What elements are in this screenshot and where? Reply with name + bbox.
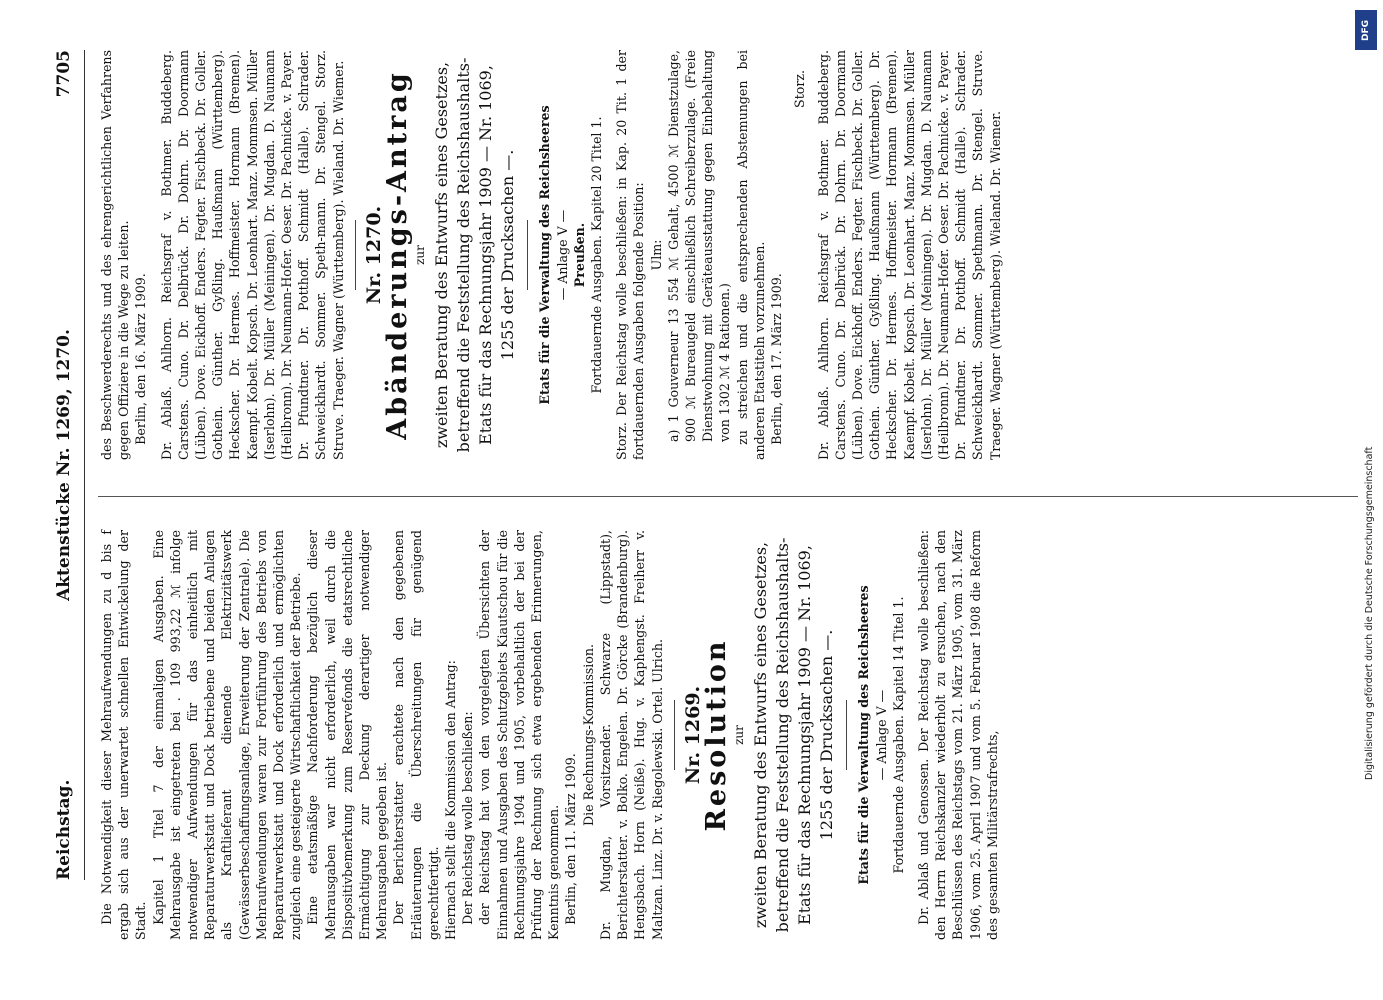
- left-paragraph-5: Hiernach stellt die Kommission den Antrag:: [443, 660, 459, 940]
- left-column: [98, 530, 1001, 940]
- dfg-logo: DFG: [1355, 10, 1377, 50]
- commission-members: Dr. Mugdan, Vorsitzender. Schwarze (Lippstadt), Berichterstatter. v. Bolko. Engelen. Dr. Görcke (Brandenburg). Hengsbach. Horn (Neiße). Hug. v. Kaphengst. Freiherr v. Maltzan. Linz. Dr. v. Riegolewski. Ortel. Ulrich.: [597, 530, 665, 940]
- doc-number-1270: Nr. 1270.: [362, 205, 385, 305]
- amendment-subject: zweiten Beratung des Entwurfs eines Gesetzes, betreffend die Feststellung des Reichshaushalts-Etats für das Rechnungsjahr 1909 — Nr. 1069, 1255 der Drucksachen —.: [432, 57, 518, 453]
- page-number: 7705: [54, 50, 74, 98]
- right-date-2: Berlin, den 17. März 1909.: [769, 273, 785, 445]
- motion-text: Storz. Der Reichstag wolle beschließen: in Kap. 20 Tit. 1 der fortdauernden Ausgaben folgende Position:: [614, 50, 647, 460]
- preussen-label: Preußen.: [571, 222, 587, 288]
- item-a: a) 1 Gouverneur 13 554 ℳ Gehalt, 4500 ℳ Dienstzulage, 900 ℳ Bureaugeld einschließlich Schreiberzulage. (Freie Dienstwohnung mit Geräteausstattung gegen Einbehaltung von 1302 ℳ 4 Rationen.): [665, 50, 733, 442]
- resolution-subject: zweiten Beratung des Entwurfs eines Gesetzes, betreffend die Feststellung des Reichshaushalts-Etats für das Rechnungsjahr 1909 — Nr. 1069, 1255 der Drucksachen —.: [751, 537, 837, 933]
- resolution-title: Resolution: [700, 638, 732, 832]
- left-paragraph-3: Eine etatsmäßige Nachforderung bezüglich dieser Mehrausgaben war nicht erforderlich, weil durch die Dispositivbemerkung zum Reservefonds die etatsrechtliche Ermächtigung zur Deckung derartiger notwendiger Mehrausgaben gegeben ist.: [305, 530, 390, 940]
- separator: [527, 220, 528, 290]
- kapitel-label: Fortdauernde Ausgaben. Kapitel 14 Titel 1.: [890, 596, 906, 874]
- kapitel-label: Fortdauernde Ausgaben. Kapitel 20 Titel 1.: [589, 116, 605, 394]
- ulm-label: Ulm:: [648, 239, 664, 271]
- signers-list-2: Dr. Ablaß. Ahlhorn. Reichsgraf v. Bothmer. Buddeberg. Carstens. Cuno. Dr. Delbrück. Dr. Dohrn. Dr. Doormann (Lüben). Dove. Eickhoff. Enders. Fegter. Fischbeck. Dr. Goller. Gothein. Günther. Gyßling. Haußmann (Württemberg). Dr. Heckscher. Dr. Hermes. Hoffmeister. Hormann (Bremen). Kaempf. Kobelt. Kopsch. Dr. Leonhart. Manz. Mommsen. Müller (Iserlohn). Dr. Müller (Meiningen). Dr. Mugdan. D. Naumann (Heilbronn). Dr. Neumann-Hofer. Oeser. Dr. Pachnicke. v. Payer. Dr. Pfundtner. Dr. Potthoff. Schmidt (Halle). Schrader. Schweickhardt. Sommer. Spethmann. Dr. Stengel. Struve. Traeger. Wagner (Württemberg). Wieland. Dr. Wiemer.: [815, 50, 1003, 460]
- left-date: Berlin, den 11. März 1909.: [563, 753, 579, 925]
- separator: [846, 700, 847, 770]
- left-paragraph-1: Die Notwendigkeit dieser Mehraufwendungen zu d bis f ergab sich aus der unerwartet schnellen Entwickelung der Stadt.: [99, 530, 149, 940]
- header-left: Reichstag.: [54, 779, 74, 880]
- left-paragraph-2: Kapitel 1 Titel 7 der einmaligen Ausgaben. Eine Mehrausgabe ist eingetreten bei . 109 993,22 ℳ infolge notwendiger Aufwendungen für das einheitlich mit Reparaturwerkstatt und Dock betriebene und beiden Anlagen als Kraftlieferant dienende Elektrizitätswerk (Gewässerbeschaffungsanlage, Erweiterung der Zentrale). Die Mehraufwendungen waren zur Fortführung des Betriebs von Reparaturwerkstatt und Dock erforderlich und ermöglichten zugleich eine gesteigerte Wirtschaftlichkeit der Betriebe.: [150, 530, 304, 940]
- zu-streichen: zu streichen und die entsprechenden Abstemungen bei anderen Etatstiteln vorzunehmen.: [734, 50, 767, 460]
- right-paragraph-1: des Beschwerderechts und des ehrengerichtlichen Verfahrens gegen Offiziere in die Wege zu leiten.: [99, 50, 132, 460]
- header-title: Aktenstücke Nr. 1269, 1270.: [54, 329, 74, 601]
- left-paragraph-7: der Reichstag hat von den vorgelegten Übersichten der Einnahmen und Ausgaben des Schutzgebiets Kiautschou für die Rechnungsjahre 1904 und 1905, vorbehaltlich der bei der Prüfung der Rechnung sich etwa ergebenden Erinnerungen, Kenntnis genommen.: [477, 530, 562, 940]
- right-date-1: Berlin, den 16. März 1909.: [133, 273, 149, 445]
- zur-label: zur: [413, 245, 428, 265]
- right-column: [98, 50, 1004, 460]
- separator: [355, 220, 356, 290]
- amendment-title: Abänderungs-Antrag: [382, 70, 414, 440]
- anlage-label: — Anlage V —: [873, 689, 889, 781]
- column-divider: [98, 496, 1358, 497]
- digitization-sidebar: [1349, 0, 1379, 1000]
- etat-heading: Etats für die Verwaltung des Reichsheeres: [856, 585, 872, 885]
- etat-heading: Etats für die Verwaltung des Reichsheeres: [537, 105, 553, 405]
- page-header: [50, 50, 85, 880]
- digitization-note: Digitalisierung gefördert durch die Deutsche Forschungsgemeinschaft: [1364, 446, 1375, 780]
- doc-number-1269: Nr. 1269.: [681, 685, 704, 785]
- separator: [674, 700, 675, 770]
- left-paragraph-6: Der Reichstag wolle beschließen:: [460, 711, 476, 925]
- left-paragraph-4: Der Berichterstatter erachtete nach den gegebenen Erläuterungen die Überschreitungen für genügend gerechtfertigt.: [391, 530, 441, 940]
- anlage-label: — Anlage V —: [554, 209, 570, 301]
- zur-label: zur: [732, 725, 747, 745]
- commission-name: Die Rechnungs-Kommission.: [580, 644, 596, 827]
- signature-storz: Storz.: [792, 70, 808, 108]
- motion-text: Dr. Ablaß und Genossen. Der Reichstag wolle beschließen: den Herrn Reichskanzler wiederholt zu ersuchen, nach den Beschlüssen des Reichstags vom 21. März 1905, vom 31. März 1906, vom 25. April 1907 und vom 5. Februar 1908 die Reform des gesamten Militärstrafrechts,: [915, 530, 1000, 940]
- signers-list-1: Dr. Ablaß. Ahlhorn. Reichsgraf v. Bothmer. Buddeberg. Carstens. Cuno. Dr. Delbrück. Dr. Dohrn. Dr. Doormann (Lüben). Dove. Eickhoff. Enders. Fegter. Fischbeck. Dr. Goller. Gothein. Günther. Gyßling. Haußmann (Württemberg). Heckscher. Dr. Hermes. Hoffmeister. Hormann (Bremen). Kaempf. Kobelt. Kopsch. Dr. Leonhart. Manz. Mommsen. Müller (Iserlohn). Dr. Müller (Meiningen). Dr. Mugdan. D. Naumann (Heilbronn). Dr. Neumann-Hofer. Oeser. Dr. Pachnicke. v. Payer. Dr. Pfundtner. Dr. Potthoff. Schmidt (Halle). Schrader. Schweickhardt. Sommer. Speth-mann. Dr. Stengel. Storz. Struve. Traeger. Wagner (Württemberg). Wieland. Dr. Wiemer.: [158, 50, 346, 460]
